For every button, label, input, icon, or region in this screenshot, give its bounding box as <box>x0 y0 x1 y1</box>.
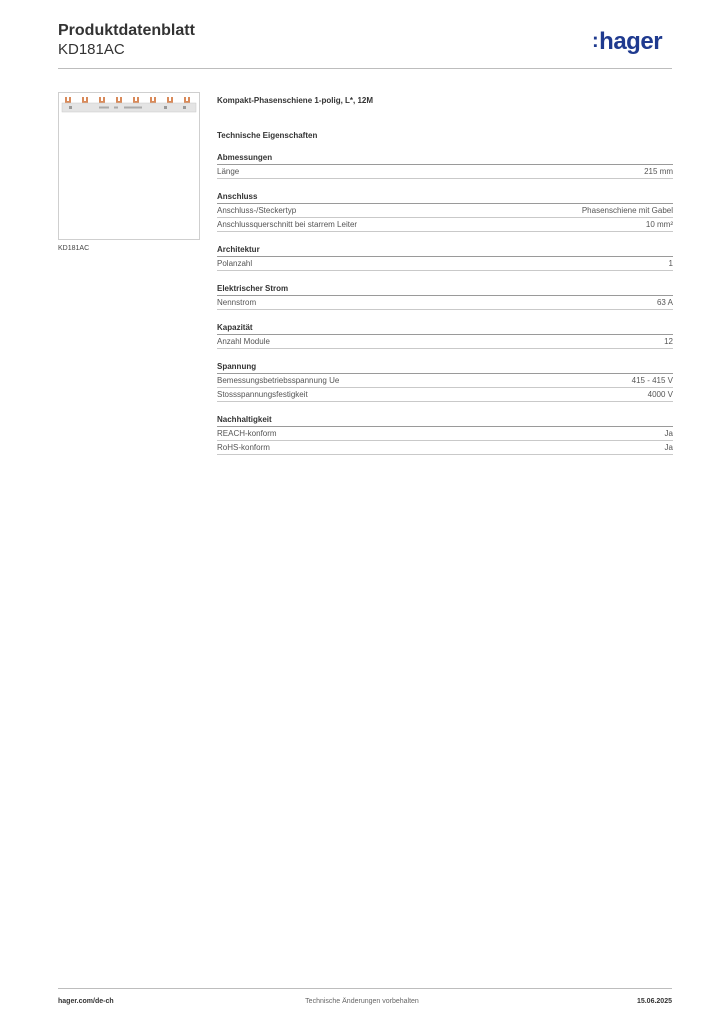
product-details <box>217 92 673 455</box>
spec-label: RoHS-konform <box>217 443 270 452</box>
section-spannung <box>217 362 673 402</box>
busbar-tooth <box>150 97 156 103</box>
busbar-tooth <box>65 97 71 103</box>
busbar-tooth <box>82 97 88 103</box>
spec-value: 1 <box>668 259 673 268</box>
spec-value: 415 - 415 V <box>631 376 673 385</box>
section-nachhaltigkeit <box>217 415 673 455</box>
spec-label: Polanzahl <box>217 259 253 268</box>
spec-label: Länge <box>217 167 240 176</box>
image-caption: KD181AC <box>58 245 90 252</box>
product-code: KD181AC <box>58 41 125 58</box>
spec-row <box>217 441 673 455</box>
busbar-tooth <box>116 97 122 103</box>
section-kapazitaet <box>217 323 673 349</box>
spec-label: REACH-konform <box>217 429 277 438</box>
busbar-marker <box>69 106 72 109</box>
spec-label: Bemessungsbetriebsspannung Ue <box>217 376 340 385</box>
busbar-tooth <box>167 97 173 103</box>
spec-label: Nennstrom <box>217 298 257 307</box>
section-title: Abmessungen <box>217 153 673 165</box>
spec-label: Anzahl Module <box>217 337 270 346</box>
spec-value: Ja <box>664 429 673 438</box>
spec-row <box>217 257 673 271</box>
spec-label: Stossspannungsfestigkeit <box>217 390 308 399</box>
spec-value: 63 A <box>656 298 673 307</box>
busbar-tooth <box>133 97 139 103</box>
busbar-marker <box>114 107 118 109</box>
section-anschluss <box>217 192 673 232</box>
page-title: Produktdatenblatt <box>58 22 195 39</box>
busbar-marker <box>164 106 167 109</box>
section-title: Anschluss <box>217 192 673 204</box>
section-elektrischer-strom <box>217 284 673 310</box>
spec-label: Anschlussquerschnitt bei starrem Leiter <box>217 220 358 229</box>
busbar-teeth <box>65 97 190 103</box>
busbar-tooth <box>184 97 190 103</box>
spec-value: Phasenschiene mit Gabel <box>581 206 673 215</box>
product-image <box>58 92 200 240</box>
section-title: Kapazität <box>217 323 673 335</box>
spec-row <box>217 388 673 402</box>
logo-colon: : <box>592 30 599 52</box>
footer-disclaimer: Technische Änderungen vorbehalten <box>305 998 419 1005</box>
section-title: Elektrischer Strom <box>217 284 673 296</box>
footer-date: 15.06.2025 <box>636 998 672 1005</box>
spec-row <box>217 374 673 388</box>
spec-label: Anschluss-/Steckertyp <box>217 206 297 215</box>
spec-value: 215 mm <box>644 167 673 176</box>
spec-row <box>217 204 673 218</box>
spec-value: 10 mm² <box>645 220 673 229</box>
spec-row <box>217 218 673 232</box>
spec-value: 12 <box>664 337 673 346</box>
section-title: Spannung <box>217 362 673 374</box>
spec-row <box>217 296 673 310</box>
spec-row <box>217 427 673 441</box>
section-abmessungen <box>217 153 673 179</box>
section-title: Nachhaltigkeit <box>217 415 673 427</box>
hager-logo <box>592 28 662 56</box>
logo-text: hager <box>599 28 663 55</box>
spec-row <box>217 165 673 179</box>
busbar-illustration <box>59 93 199 123</box>
section-architektur <box>217 245 673 271</box>
product-name: Kompakt-Phasenschiene 1-polig, L*, 12M <box>217 96 374 105</box>
busbar-marker <box>99 107 109 109</box>
section-title: Architektur <box>217 245 673 257</box>
spec-value: 4000 V <box>647 390 673 399</box>
header-divider <box>58 68 672 69</box>
spec-value: Ja <box>664 443 673 452</box>
footer-divider <box>58 988 672 989</box>
spec-row <box>217 335 673 349</box>
busbar-marker <box>183 106 186 109</box>
tech-properties-heading: Technische Eigenschaften <box>217 131 318 140</box>
busbar-tooth <box>99 97 105 103</box>
footer-website-link[interactable]: hager.com/de-ch <box>58 998 114 1005</box>
busbar-marker <box>124 107 142 109</box>
